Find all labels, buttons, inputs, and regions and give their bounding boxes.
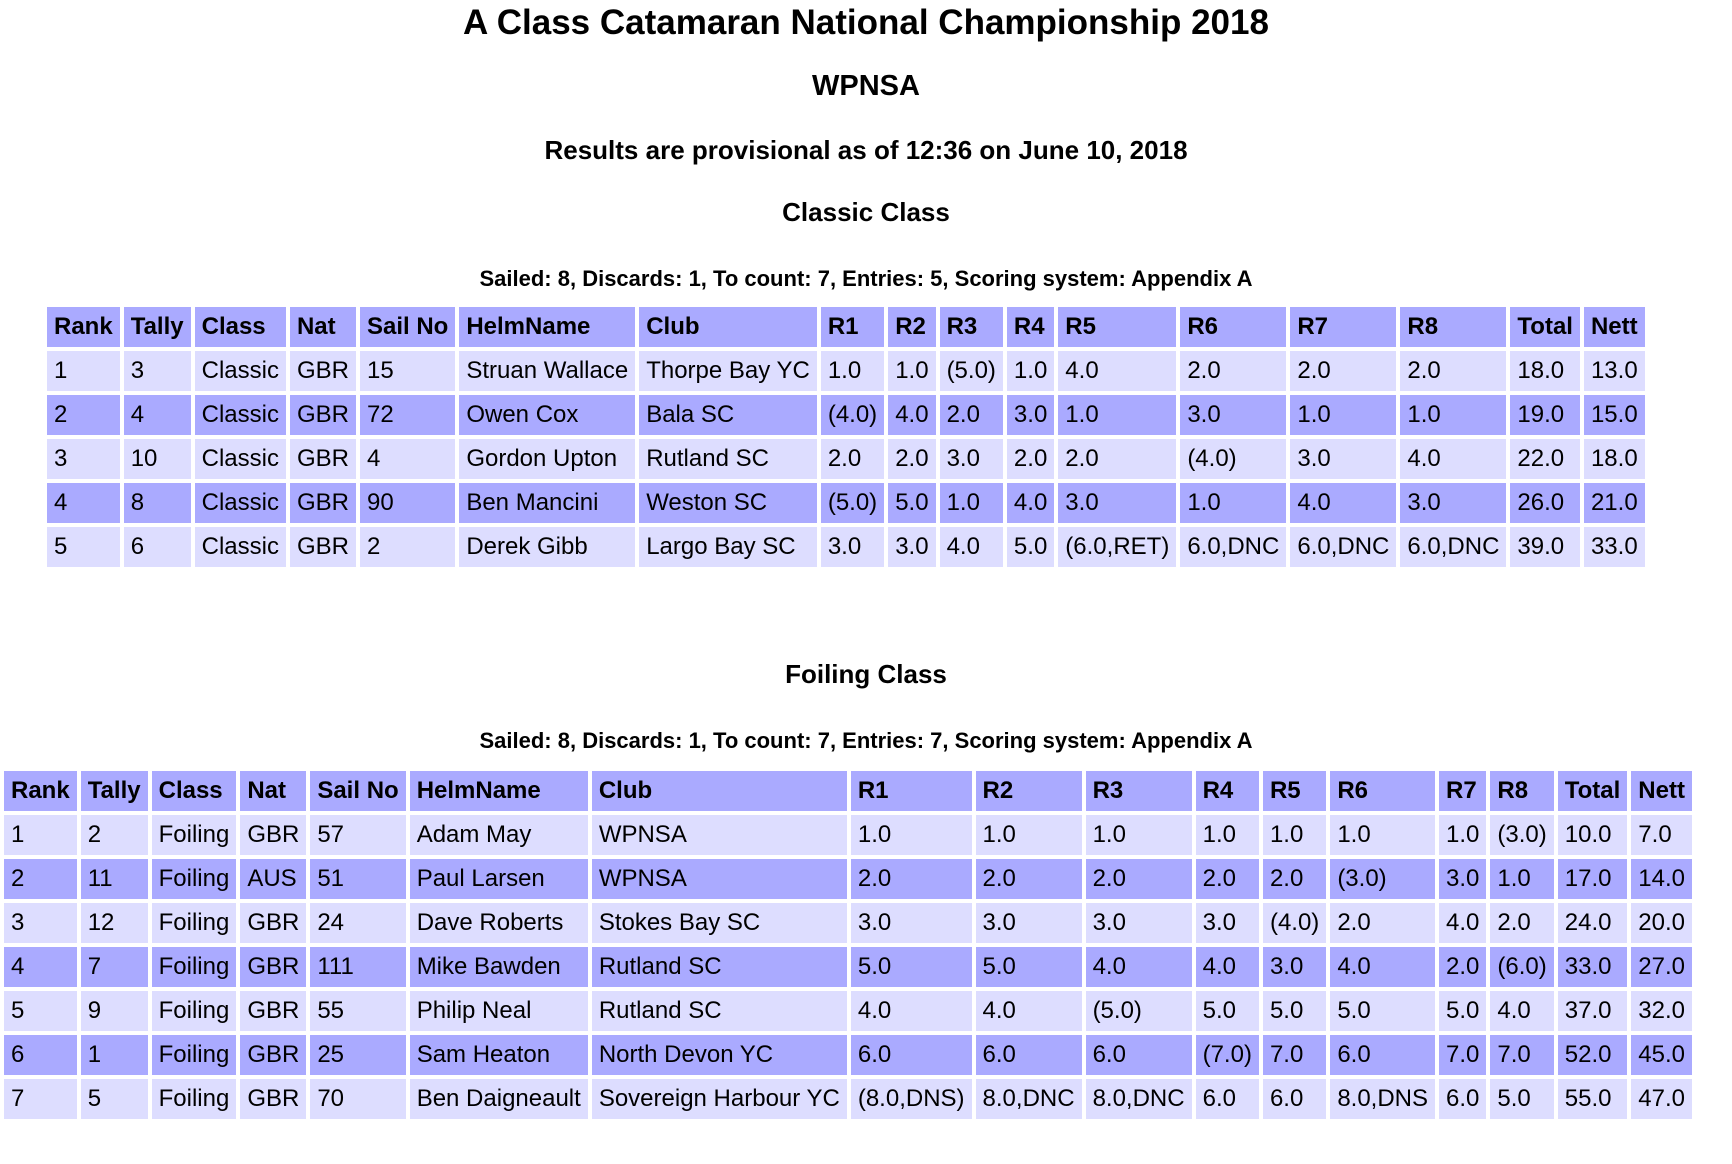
table-cell-rank: 3 bbox=[4, 903, 77, 943]
table-cell-nat: GBR bbox=[240, 947, 306, 987]
table-cell-r6: 1.0 bbox=[1330, 815, 1435, 855]
table-cell-r4: 4.0 bbox=[1196, 947, 1259, 987]
table-cell-nat: GBR bbox=[290, 483, 356, 523]
column-header-sail-no: Sail No bbox=[360, 307, 455, 347]
table-cell-nat: GBR bbox=[290, 527, 356, 567]
table-cell-rank: 5 bbox=[47, 527, 120, 567]
table-row bbox=[47, 395, 1645, 435]
classic-class-heading: Classic Class bbox=[782, 197, 950, 227]
table-cell-r1: 1.0 bbox=[851, 815, 972, 855]
table-cell-r6: 3.0 bbox=[1180, 395, 1286, 435]
foiling-class-summary: Sailed: 8, Discards: 1, To count: 7, Entries: 7, Scoring system: Appendix A bbox=[479, 728, 1253, 753]
column-header-r4: R4 bbox=[1196, 771, 1259, 811]
page-title: A Class Catamaran National Championship 2018 bbox=[463, 3, 1269, 42]
table-cell-nett: 18.0 bbox=[1584, 439, 1645, 479]
table-cell-nat: AUS bbox=[240, 859, 306, 899]
table-cell-r7: 4.0 bbox=[1439, 903, 1486, 943]
table-cell-nett: 13.0 bbox=[1584, 351, 1645, 391]
column-header-r2: R2 bbox=[976, 771, 1082, 811]
table-cell-nett: 32.0 bbox=[1631, 991, 1692, 1031]
table-cell-r4: 3.0 bbox=[1007, 395, 1054, 435]
table-cell-tally: 8 bbox=[124, 483, 191, 523]
column-header-class: Class bbox=[152, 771, 237, 811]
column-header-r4: R4 bbox=[1007, 307, 1054, 347]
column-header-r8: R8 bbox=[1400, 307, 1506, 347]
table-cell-nett: 14.0 bbox=[1631, 859, 1692, 899]
column-header-r7: R7 bbox=[1290, 307, 1396, 347]
table-cell-total: 26.0 bbox=[1510, 483, 1580, 523]
table-cell-tally: 1 bbox=[81, 1035, 148, 1075]
table-cell-r7: 3.0 bbox=[1439, 859, 1486, 899]
table-cell-total: 10.0 bbox=[1558, 815, 1628, 855]
table-cell-r8: 4.0 bbox=[1400, 439, 1506, 479]
table-cell-r1: 1.0 bbox=[821, 351, 884, 391]
table-cell-r7: 3.0 bbox=[1290, 439, 1396, 479]
table-cell-tally: 6 bbox=[124, 527, 191, 567]
classic-class-summary: Sailed: 8, Discards: 1, To count: 7, Entries: 5, Scoring system: Appendix A bbox=[479, 266, 1253, 291]
table-cell-r6: 6.0,DNC bbox=[1180, 527, 1286, 567]
table-cell-class: Foiling bbox=[152, 1035, 237, 1075]
table-cell-club: North Devon YC bbox=[592, 1035, 847, 1075]
table-cell-club: WPNSA bbox=[592, 815, 847, 855]
classic-results-table bbox=[43, 303, 1649, 571]
table-cell-total: 37.0 bbox=[1558, 991, 1628, 1031]
table-cell-r8: 3.0 bbox=[1400, 483, 1506, 523]
table-cell-total: 24.0 bbox=[1558, 903, 1628, 943]
table-cell-rank: 4 bbox=[4, 947, 77, 987]
table-cell-club: Largo Bay SC bbox=[639, 527, 817, 567]
column-header-total: Total bbox=[1510, 307, 1580, 347]
table-cell-r1: (5.0) bbox=[821, 483, 884, 523]
column-header-club: Club bbox=[639, 307, 817, 347]
table-row bbox=[47, 439, 1645, 479]
column-header-r3: R3 bbox=[940, 307, 1003, 347]
table-cell-r5: 2.0 bbox=[1263, 859, 1326, 899]
table-cell-r6: 6.0 bbox=[1330, 1035, 1435, 1075]
table-cell-r7: 2.0 bbox=[1290, 351, 1396, 391]
column-header-nett: Nett bbox=[1584, 307, 1645, 347]
table-cell-rank: 2 bbox=[4, 859, 77, 899]
table-cell-class: Foiling bbox=[152, 815, 237, 855]
table-cell-r5: 5.0 bbox=[1263, 991, 1326, 1031]
table-cell-r5: 1.0 bbox=[1263, 815, 1326, 855]
table-cell-r7: 5.0 bbox=[1439, 991, 1486, 1031]
table-cell-r3: (5.0) bbox=[1086, 991, 1192, 1031]
table-cell-r8: 2.0 bbox=[1400, 351, 1506, 391]
table-cell-r2: 2.0 bbox=[976, 859, 1082, 899]
table-cell-sail-no: 2 bbox=[360, 527, 455, 567]
table-cell-r5: 7.0 bbox=[1263, 1035, 1326, 1075]
table-cell-sail-no: 25 bbox=[310, 1035, 405, 1075]
table-cell-club: WPNSA bbox=[592, 859, 847, 899]
table-cell-nat: GBR bbox=[240, 903, 306, 943]
table-cell-r3: 8.0,DNC bbox=[1086, 1079, 1192, 1119]
table-cell-r3: 4.0 bbox=[940, 527, 1003, 567]
table-row bbox=[4, 1035, 1692, 1075]
table-cell-helmname: Philip Neal bbox=[410, 991, 588, 1031]
table-cell-r8: 1.0 bbox=[1490, 859, 1553, 899]
table-cell-r3: 2.0 bbox=[1086, 859, 1192, 899]
table-cell-tally: 5 bbox=[81, 1079, 148, 1119]
table-cell-class: Classic bbox=[195, 439, 286, 479]
table-cell-r7: 4.0 bbox=[1290, 483, 1396, 523]
column-header-r3: R3 bbox=[1086, 771, 1192, 811]
column-header-tally: Tally bbox=[81, 771, 148, 811]
table-row bbox=[47, 483, 1645, 523]
table-cell-r2: 5.0 bbox=[976, 947, 1082, 987]
table-cell-r8: 7.0 bbox=[1490, 1035, 1553, 1075]
table-cell-r7: 6.0 bbox=[1439, 1079, 1486, 1119]
table-cell-nett: 7.0 bbox=[1631, 815, 1692, 855]
table-cell-total: 22.0 bbox=[1510, 439, 1580, 479]
table-cell-class: Classic bbox=[195, 483, 286, 523]
table-cell-sail-no: 90 bbox=[360, 483, 455, 523]
table-row bbox=[4, 859, 1692, 899]
table-cell-r1: 5.0 bbox=[851, 947, 972, 987]
table-cell-r8: 1.0 bbox=[1400, 395, 1506, 435]
table-cell-rank: 1 bbox=[4, 815, 77, 855]
table-cell-class: Foiling bbox=[152, 903, 237, 943]
table-cell-r3: 4.0 bbox=[1086, 947, 1192, 987]
table-cell-sail-no: 4 bbox=[360, 439, 455, 479]
table-cell-r4: 4.0 bbox=[1007, 483, 1054, 523]
column-header-nett: Nett bbox=[1631, 771, 1692, 811]
table-cell-r1: 3.0 bbox=[851, 903, 972, 943]
table-cell-club: Thorpe Bay YC bbox=[639, 351, 817, 391]
table-cell-r4: 3.0 bbox=[1196, 903, 1259, 943]
table-cell-class: Foiling bbox=[152, 1079, 237, 1119]
table-row bbox=[4, 947, 1692, 987]
table-row bbox=[4, 815, 1692, 855]
table-cell-tally: 11 bbox=[81, 859, 148, 899]
table-cell-r3: 3.0 bbox=[1086, 903, 1192, 943]
table-cell-nett: 45.0 bbox=[1631, 1035, 1692, 1075]
table-cell-total: 55.0 bbox=[1558, 1079, 1628, 1119]
table-cell-sail-no: 72 bbox=[360, 395, 455, 435]
table-cell-r3: 3.0 bbox=[940, 439, 1003, 479]
table-cell-r7: 7.0 bbox=[1439, 1035, 1486, 1075]
foiling-class-heading: Foiling Class bbox=[785, 659, 947, 689]
table-cell-helmname: Derek Gibb bbox=[459, 527, 635, 567]
table-cell-tally: 2 bbox=[81, 815, 148, 855]
table-cell-tally: 12 bbox=[81, 903, 148, 943]
table-cell-r2: 5.0 bbox=[888, 483, 935, 523]
table-cell-r6: 2.0 bbox=[1330, 903, 1435, 943]
table-row bbox=[4, 903, 1692, 943]
column-header-helmname: HelmName bbox=[410, 771, 588, 811]
table-cell-helmname: Owen Cox bbox=[459, 395, 635, 435]
column-header-nat: Nat bbox=[290, 307, 356, 347]
column-header-r5: R5 bbox=[1058, 307, 1176, 347]
table-cell-r2: 4.0 bbox=[976, 991, 1082, 1031]
table-cell-tally: 4 bbox=[124, 395, 191, 435]
table-cell-r4: 1.0 bbox=[1007, 351, 1054, 391]
column-header-nat: Nat bbox=[240, 771, 306, 811]
table-cell-r4: 1.0 bbox=[1196, 815, 1259, 855]
table-cell-nat: GBR bbox=[240, 1079, 306, 1119]
table-row bbox=[4, 991, 1692, 1031]
table-cell-rank: 5 bbox=[4, 991, 77, 1031]
table-cell-r7: 1.0 bbox=[1290, 395, 1396, 435]
table-cell-r3: 6.0 bbox=[1086, 1035, 1192, 1075]
table-cell-club: Rutland SC bbox=[592, 991, 847, 1031]
table-cell-r3: 1.0 bbox=[940, 483, 1003, 523]
table-cell-r3: (5.0) bbox=[940, 351, 1003, 391]
column-header-r8: R8 bbox=[1490, 771, 1553, 811]
table-cell-r4: 2.0 bbox=[1007, 439, 1054, 479]
table-cell-r8: 5.0 bbox=[1490, 1079, 1553, 1119]
column-header-rank: Rank bbox=[4, 771, 77, 811]
table-cell-sail-no: 70 bbox=[310, 1079, 405, 1119]
column-header-r2: R2 bbox=[888, 307, 935, 347]
table-cell-r4: 6.0 bbox=[1196, 1079, 1259, 1119]
column-header-rank: Rank bbox=[47, 307, 120, 347]
table-cell-helmname: Sam Heaton bbox=[410, 1035, 588, 1075]
table-cell-r1: 4.0 bbox=[851, 991, 972, 1031]
table-cell-r3: 1.0 bbox=[1086, 815, 1192, 855]
table-cell-r1: (8.0,DNS) bbox=[851, 1079, 972, 1119]
table-cell-r1: (4.0) bbox=[821, 395, 884, 435]
table-cell-r7: 1.0 bbox=[1439, 815, 1486, 855]
table-cell-helmname: Paul Larsen bbox=[410, 859, 588, 899]
table-cell-class: Classic bbox=[195, 351, 286, 391]
table-cell-club: Sovereign Harbour YC bbox=[592, 1079, 847, 1119]
table-cell-r6: 1.0 bbox=[1180, 483, 1286, 523]
provisional-note: Results are provisional as of 12:36 on June 10, 2018 bbox=[544, 135, 1188, 165]
table-cell-nat: GBR bbox=[290, 351, 356, 391]
table-cell-nett: 21.0 bbox=[1584, 483, 1645, 523]
table-cell-total: 18.0 bbox=[1510, 351, 1580, 391]
table-cell-club: Rutland SC bbox=[592, 947, 847, 987]
table-cell-nett: 47.0 bbox=[1631, 1079, 1692, 1119]
table-cell-nat: GBR bbox=[290, 439, 356, 479]
table-cell-sail-no: 15 bbox=[360, 351, 455, 391]
table-cell-sail-no: 111 bbox=[310, 947, 405, 987]
table-cell-r2: 2.0 bbox=[888, 439, 935, 479]
table-cell-total: 33.0 bbox=[1558, 947, 1628, 987]
table-cell-helmname: Struan Wallace bbox=[459, 351, 635, 391]
table-cell-r1: 6.0 bbox=[851, 1035, 972, 1075]
table-cell-rank: 6 bbox=[4, 1035, 77, 1075]
table-cell-r6: 8.0,DNS bbox=[1330, 1079, 1435, 1119]
table-cell-club: Bala SC bbox=[639, 395, 817, 435]
table-cell-total: 39.0 bbox=[1510, 527, 1580, 567]
table-cell-tally: 9 bbox=[81, 991, 148, 1031]
table-cell-r8: (3.0) bbox=[1490, 815, 1553, 855]
table-header-row bbox=[4, 771, 1692, 811]
table-cell-class: Foiling bbox=[152, 991, 237, 1031]
table-cell-r6: 2.0 bbox=[1180, 351, 1286, 391]
table-cell-r2: 3.0 bbox=[888, 527, 935, 567]
table-cell-r2: 4.0 bbox=[888, 395, 935, 435]
table-cell-nett: 33.0 bbox=[1584, 527, 1645, 567]
table-cell-tally: 10 bbox=[124, 439, 191, 479]
table-cell-club: Stokes Bay SC bbox=[592, 903, 847, 943]
table-cell-nat: GBR bbox=[240, 815, 306, 855]
table-cell-r6: 5.0 bbox=[1330, 991, 1435, 1031]
table-cell-r5: 3.0 bbox=[1263, 947, 1326, 987]
table-cell-tally: 3 bbox=[124, 351, 191, 391]
table-cell-sail-no: 57 bbox=[310, 815, 405, 855]
table-cell-r4: 2.0 bbox=[1196, 859, 1259, 899]
table-cell-r1: 2.0 bbox=[851, 859, 972, 899]
table-cell-r2: 1.0 bbox=[888, 351, 935, 391]
table-cell-r5: 4.0 bbox=[1058, 351, 1176, 391]
table-cell-r6: (3.0) bbox=[1330, 859, 1435, 899]
table-cell-r5: (6.0,RET) bbox=[1058, 527, 1176, 567]
table-cell-rank: 2 bbox=[47, 395, 120, 435]
table-cell-class: Foiling bbox=[152, 947, 237, 987]
table-cell-helmname: Mike Bawden bbox=[410, 947, 588, 987]
table-cell-r6: (4.0) bbox=[1180, 439, 1286, 479]
table-cell-rank: 7 bbox=[4, 1079, 77, 1119]
table-cell-sail-no: 55 bbox=[310, 991, 405, 1031]
table-cell-r5: 1.0 bbox=[1058, 395, 1176, 435]
table-row bbox=[47, 351, 1645, 391]
table-cell-helmname: Dave Roberts bbox=[410, 903, 588, 943]
table-cell-r8: 6.0,DNC bbox=[1400, 527, 1506, 567]
column-header-r7: R7 bbox=[1439, 771, 1486, 811]
table-cell-r6: 4.0 bbox=[1330, 947, 1435, 987]
column-header-r6: R6 bbox=[1180, 307, 1286, 347]
column-header-r5: R5 bbox=[1263, 771, 1326, 811]
table-cell-r5: 2.0 bbox=[1058, 439, 1176, 479]
table-cell-nat: GBR bbox=[240, 1035, 306, 1075]
table-cell-r4: 5.0 bbox=[1007, 527, 1054, 567]
column-header-r1: R1 bbox=[851, 771, 972, 811]
column-header-tally: Tally bbox=[124, 307, 191, 347]
table-cell-r7: 6.0,DNC bbox=[1290, 527, 1396, 567]
table-cell-r1: 3.0 bbox=[821, 527, 884, 567]
table-cell-r2: 6.0 bbox=[976, 1035, 1082, 1075]
table-cell-helmname: Gordon Upton bbox=[459, 439, 635, 479]
column-header-club: Club bbox=[592, 771, 847, 811]
table-cell-sail-no: 24 bbox=[310, 903, 405, 943]
table-cell-nat: GBR bbox=[290, 395, 356, 435]
table-cell-nett: 27.0 bbox=[1631, 947, 1692, 987]
column-header-helmname: HelmName bbox=[459, 307, 635, 347]
table-row bbox=[47, 527, 1645, 567]
column-header-r6: R6 bbox=[1330, 771, 1435, 811]
table-cell-nett: 20.0 bbox=[1631, 903, 1692, 943]
table-row bbox=[4, 1079, 1692, 1119]
table-cell-r5: 6.0 bbox=[1263, 1079, 1326, 1119]
table-cell-helmname: Adam May bbox=[410, 815, 588, 855]
column-header-class: Class bbox=[195, 307, 286, 347]
column-header-r1: R1 bbox=[821, 307, 884, 347]
table-cell-rank: 1 bbox=[47, 351, 120, 391]
table-header-row bbox=[47, 307, 1645, 347]
table-cell-r5: (4.0) bbox=[1263, 903, 1326, 943]
table-cell-r2: 1.0 bbox=[976, 815, 1082, 855]
table-cell-rank: 4 bbox=[47, 483, 120, 523]
table-cell-r8: 2.0 bbox=[1490, 903, 1553, 943]
table-cell-class: Foiling bbox=[152, 859, 237, 899]
table-cell-nett: 15.0 bbox=[1584, 395, 1645, 435]
table-cell-total: 17.0 bbox=[1558, 859, 1628, 899]
table-cell-total: 19.0 bbox=[1510, 395, 1580, 435]
table-cell-r5: 3.0 bbox=[1058, 483, 1176, 523]
table-cell-r1: 2.0 bbox=[821, 439, 884, 479]
table-cell-rank: 3 bbox=[47, 439, 120, 479]
table-cell-class: Classic bbox=[195, 395, 286, 435]
table-cell-nat: GBR bbox=[240, 991, 306, 1031]
table-cell-r4: (7.0) bbox=[1196, 1035, 1259, 1075]
table-cell-helmname: Ben Daigneault bbox=[410, 1079, 588, 1119]
table-cell-helmname: Ben Mancini bbox=[459, 483, 635, 523]
table-cell-club: Rutland SC bbox=[639, 439, 817, 479]
table-cell-r7: 2.0 bbox=[1439, 947, 1486, 987]
column-header-total: Total bbox=[1558, 771, 1628, 811]
table-cell-r2: 3.0 bbox=[976, 903, 1082, 943]
table-cell-r3: 2.0 bbox=[940, 395, 1003, 435]
table-cell-r8: 4.0 bbox=[1490, 991, 1553, 1031]
table-cell-class: Classic bbox=[195, 527, 286, 567]
table-cell-total: 52.0 bbox=[1558, 1035, 1628, 1075]
column-header-sail-no: Sail No bbox=[310, 771, 405, 811]
table-cell-r2: 8.0,DNC bbox=[976, 1079, 1082, 1119]
table-cell-r8: (6.0) bbox=[1490, 947, 1553, 987]
table-cell-club: Weston SC bbox=[639, 483, 817, 523]
foiling-results-table bbox=[0, 767, 1696, 1123]
table-cell-sail-no: 51 bbox=[310, 859, 405, 899]
table-cell-tally: 7 bbox=[81, 947, 148, 987]
venue-title: WPNSA bbox=[812, 70, 920, 102]
table-cell-r4: 5.0 bbox=[1196, 991, 1259, 1031]
